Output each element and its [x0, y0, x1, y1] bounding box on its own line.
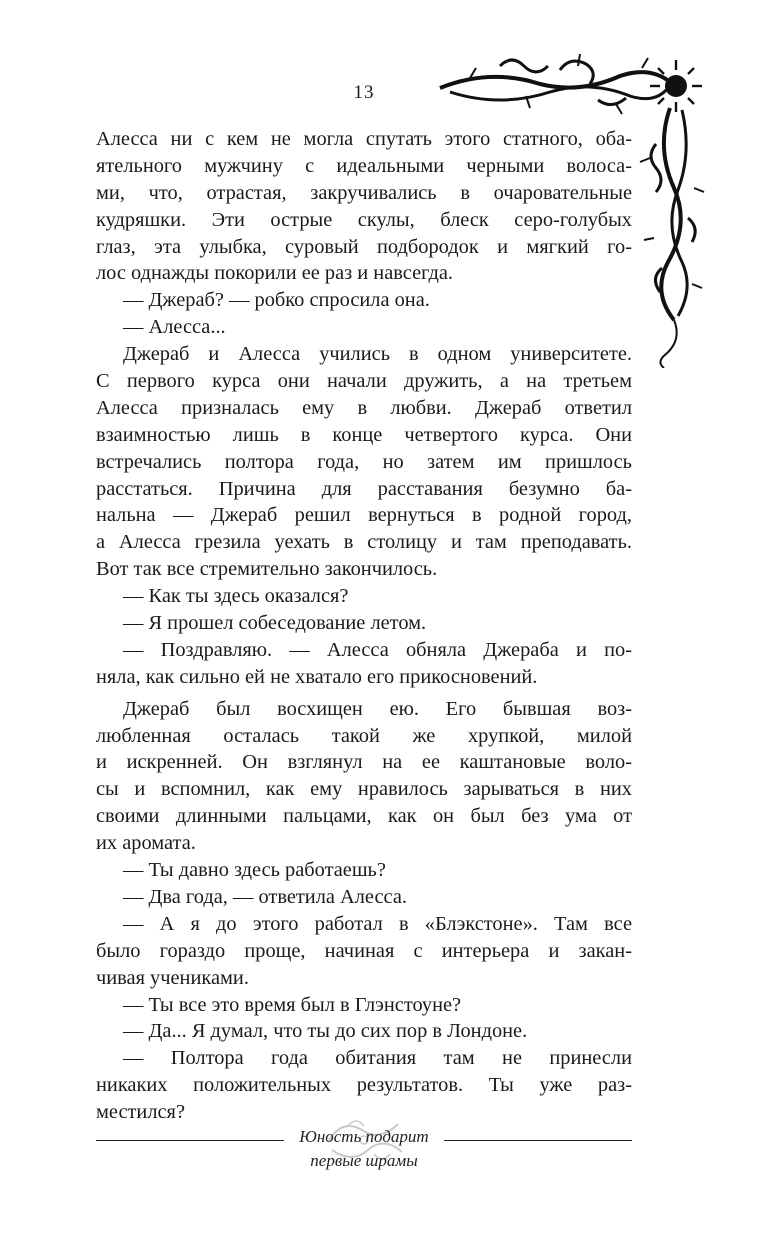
dialogue-line: — Я прошел собеседование летом. [123, 612, 427, 635]
text-line: никаких положительных результатов. Ты уже раз- [96, 1074, 632, 1097]
dialogue-line: — Да... Я думал, что ты до сих пор в Лондоне. [123, 1020, 528, 1043]
text-line: Алесса призналась ему в любви. Джераб ответил [96, 396, 632, 419]
text-line: глаз, эта улыбка, суровый подбородок и мягкий го- [96, 235, 632, 258]
body-text [96, 126, 632, 1126]
text-line: Джераб и Алесса учились в одном университете. [123, 343, 632, 366]
dialogue-line: — А я до этого работал в «Блэкстоне». Там все [123, 912, 632, 935]
dialogue-line: — Поздравляю. — Алесса обняла Джераба и по- [123, 638, 632, 661]
text-line: своими длинными пальцами, как он был без ума от [96, 805, 632, 828]
dialogue-line: — Два года, — ответила Алесса. [123, 885, 407, 908]
text-line: было гораздо проще, начиная с интерьера и закан- [96, 939, 632, 962]
text-line: кудряшки. Эти острые скулы, блеск серо-голубых [96, 208, 632, 231]
text-line: Вот так все стремительно закончилось. [96, 558, 438, 581]
text-line: и искренней. Он взглянул на ее каштановые воло- [96, 751, 632, 774]
dialogue-line: — Ты все это время был в Глэнстоуне? [123, 993, 462, 1016]
book-title-line-1: Юность подарит [299, 1127, 429, 1146]
dialogue-line: — Алесса... [123, 316, 226, 339]
text-line: чивая учениками. [96, 966, 249, 989]
text-line: встречались полтора года, но затем им пришлось [96, 450, 632, 473]
text-line: няла, как сильно ей не хватало его прикосновений. [96, 665, 538, 688]
text-line: нальна — Джераб решил вернуться в родной город, [96, 504, 632, 527]
text-line: С первого курса они начали дружить, а на третьем [96, 370, 632, 393]
text-line: ятельного мужчину с идеальными черными волоса- [96, 154, 632, 177]
text-line: ми, что, отрастая, закручивались в очаровательные [96, 181, 632, 204]
running-footer [96, 1112, 632, 1202]
book-title-line-2: первые шрамы [310, 1151, 418, 1170]
text-line: взаимностью лишь в конце четвертого курса. Они [96, 423, 632, 446]
text-line: их аромата. [96, 832, 196, 855]
dialogue-line: — Ты давно здесь работаешь? [123, 859, 386, 882]
text-line: расстаться. Причина для расставания безумно ба- [96, 477, 632, 500]
text-line: сы и вспомнил, как ему нравилось зарываться в них [96, 778, 632, 801]
dialogue-line: — Полтора года обитания там не принесли [123, 1047, 632, 1070]
text-line: Алесса ни с кем не могла спутать этого статного, оба- [96, 128, 632, 150]
text-line: Джераб был восхищен ею. Его бывшая воз- [123, 697, 632, 720]
dialogue-line: — Как ты здесь оказался? [123, 585, 349, 608]
text-line: местился? [96, 1101, 185, 1124]
text-line: а Алесса грезила уехать в столицу и там преподавать. [96, 531, 632, 554]
dialogue-line: — Джераб? — робко спросила она. [123, 289, 430, 312]
text-line: любленная осталась такой же хрупкой, милой [96, 724, 632, 747]
text-line: лос однажды покорили ее раз и навсегда. [96, 262, 453, 285]
page-number: 13 [353, 82, 375, 103]
